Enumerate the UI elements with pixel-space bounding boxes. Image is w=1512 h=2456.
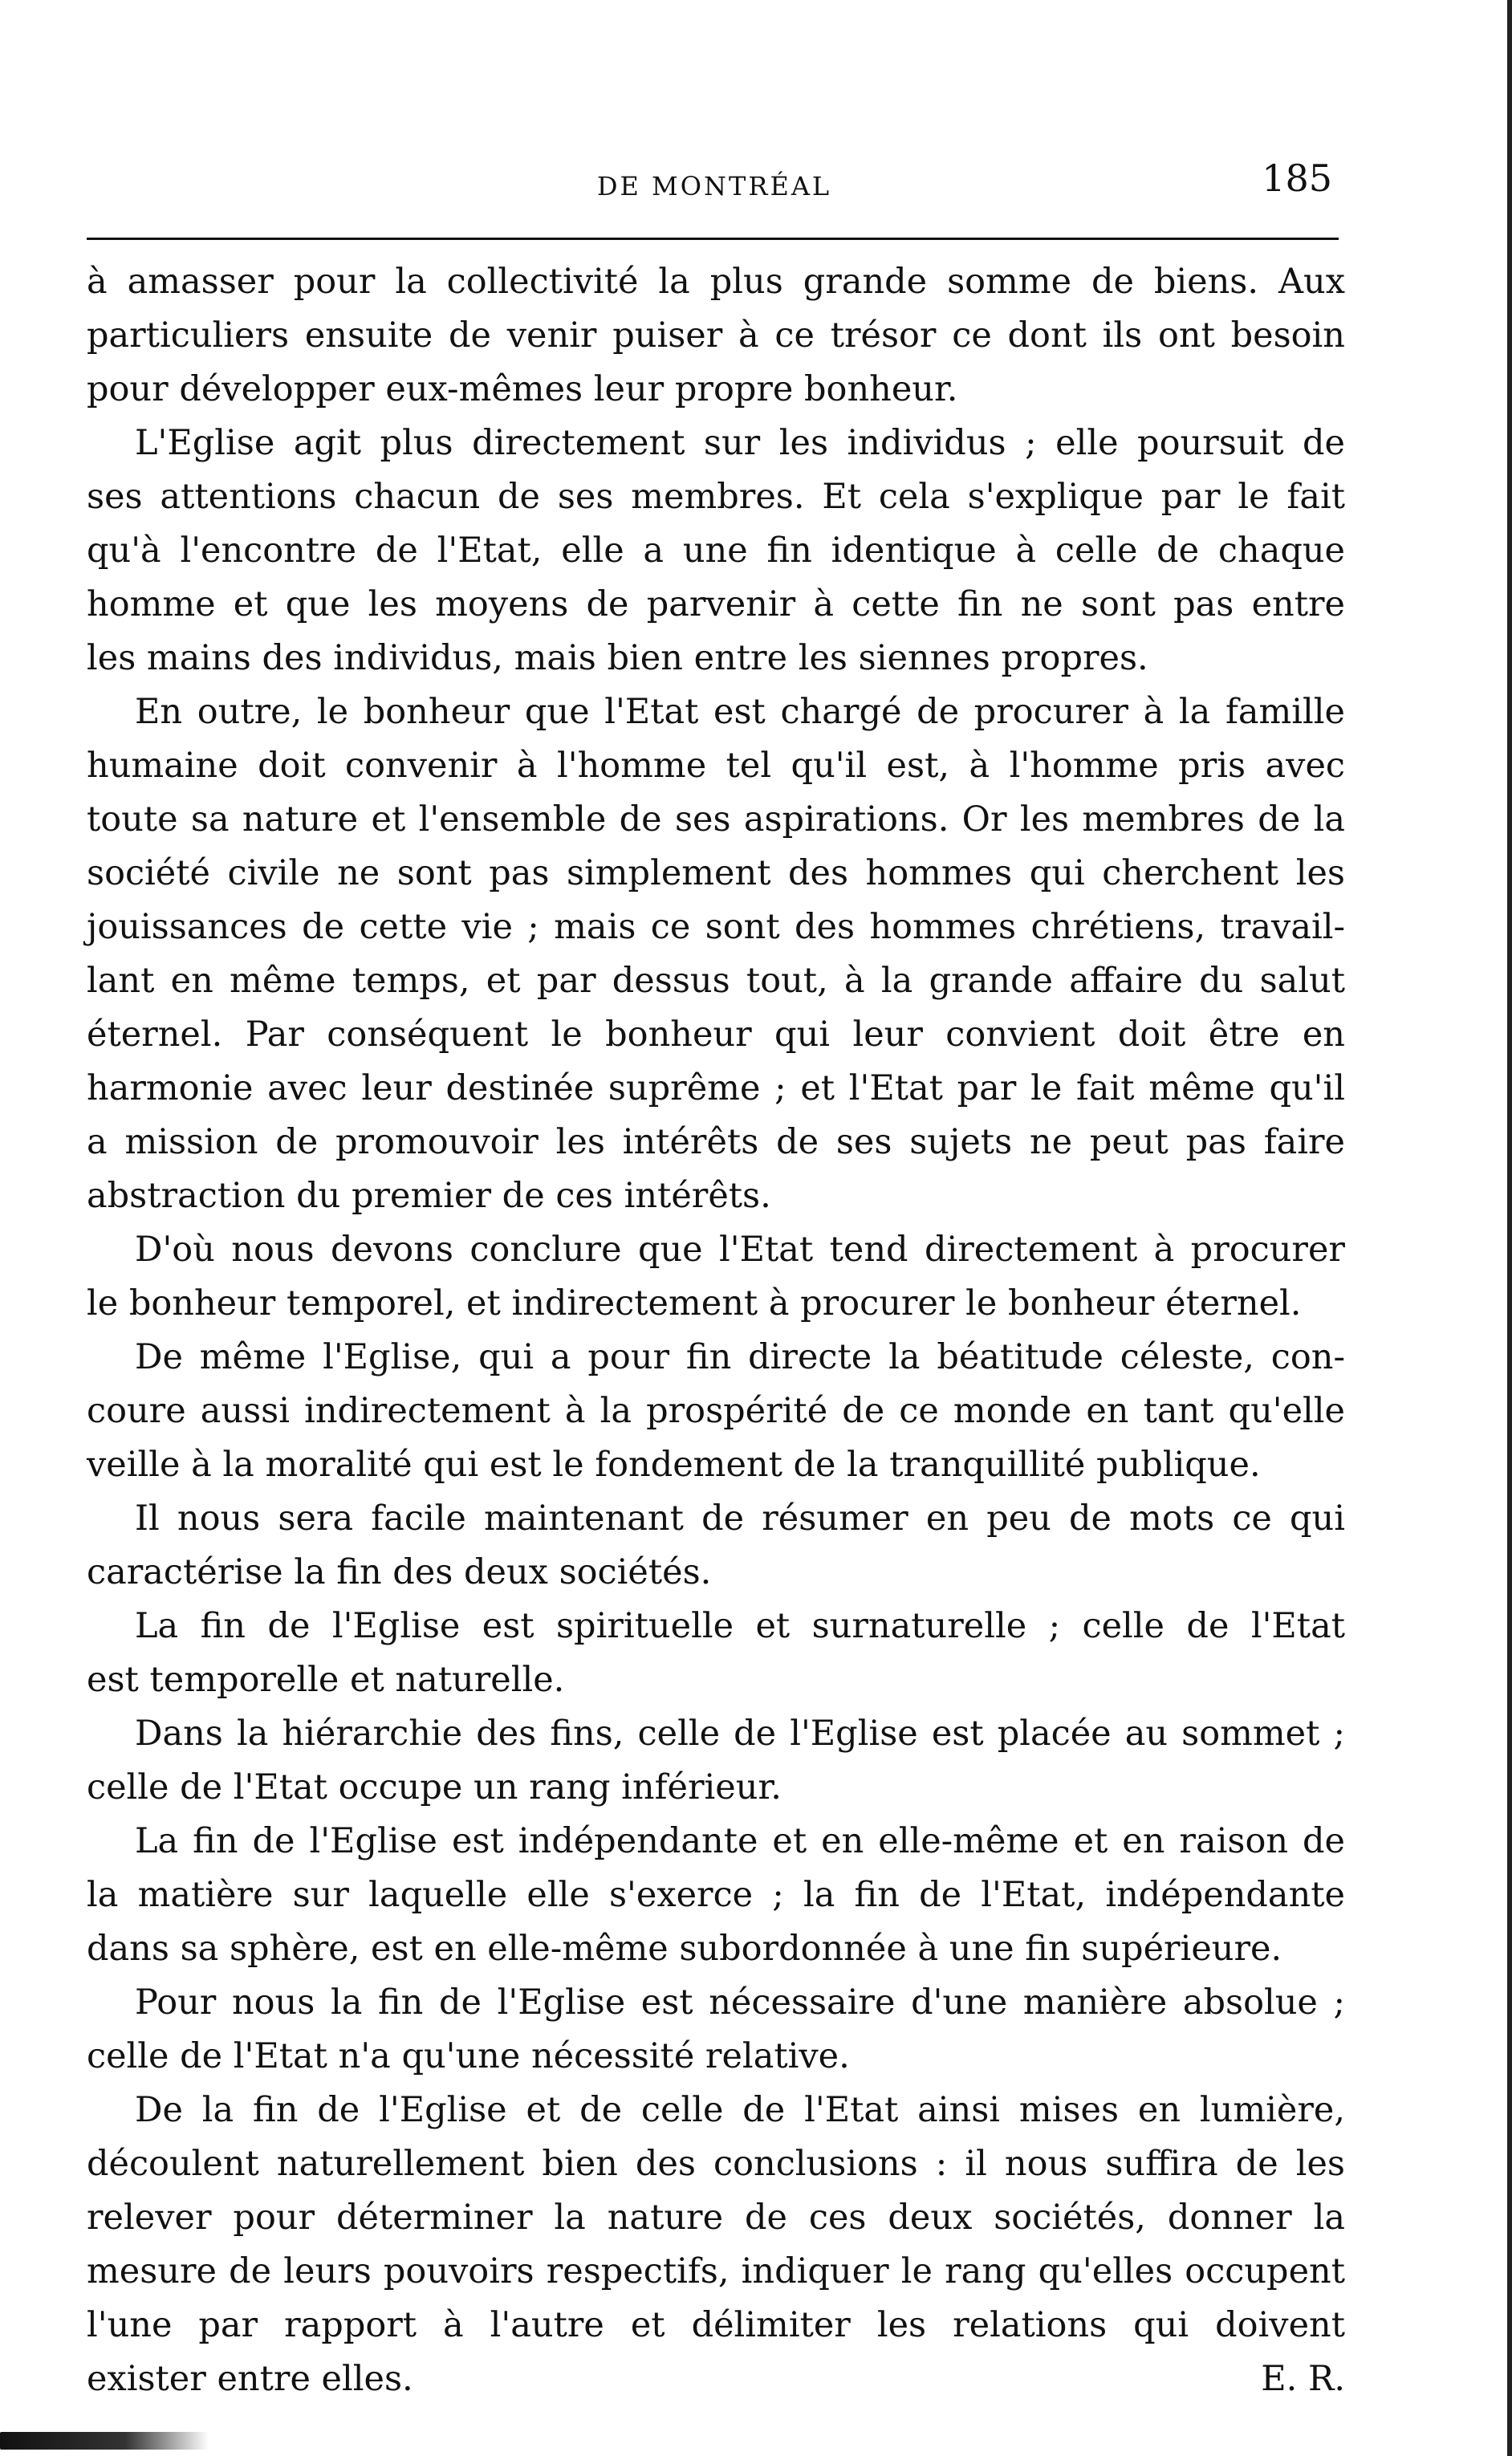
text-line: Il nous sera facile maintenant de résumer en peu de mots ce qui [135,1498,1345,1539]
text-line: est temporelle et naturelle. [87,1660,565,1700]
text-line: homme et que les moyens de parvenir à cette fin ne sont pas entre [87,584,1345,624]
running-head: DE MONTRÉAL [596,171,832,201]
text-line: jouissances de cette vie ; mais ce sont des hommes chrétiens, travail- [87,907,1345,947]
text-line: celle de l'Etat n'a qu'une nécessité relative. [87,2036,850,2076]
text-line: humaine doit convenir à l'homme tel qu'il est, à l'homme pris avec [87,746,1345,786]
text-line: éternel. Par conséquent le bonheur qui leur convient doit être en [87,1015,1345,1055]
text-line: société civile ne sont pas simplement des hommes qui cherchent les [87,853,1345,893]
author-signature: E. R. [1261,2359,1345,2399]
text-line: pour développer eux-mêmes leur propre bonheur. [87,369,958,409]
text-line: L'Eglise agit plus directement sur les individus ; elle poursuit de [135,423,1345,463]
body-text [87,255,1345,2406]
text-line: à amasser pour la collectivité la plus grande somme de biens. Aux [87,262,1345,302]
text-line: particuliers ensuite de venir puiser à ce trésor ce dont ils ont besoin [87,315,1345,356]
page-number: 185 [1262,157,1332,200]
text-line: les mains des individus, mais bien entre les siennes propres. [87,638,1148,678]
text-line: exister entre elles. [87,2359,413,2399]
text-line: ses attentions chacun de ses membres. Et cela s'explique par le fait [87,477,1345,517]
text-line: abstraction du premier de ces intérêts. [87,1176,771,1216]
text-line: qu'à l'encontre de l'Etat, elle a une fin identique à celle de chaque [87,531,1345,571]
text-line: dans sa sphère, est en elle-même subordonnée à une fin supérieure. [87,1929,1282,1969]
text-line: De même l'Eglise, qui a pour fin directe la béatitude céleste, con- [135,1337,1345,1377]
page-header [96,157,1332,213]
text-line: Pour nous la fin de l'Eglise est nécessaire d'une manière absolue ; [135,1982,1345,2023]
text-line: caractérise la fin des deux sociétés. [87,1552,712,1592]
scan-smudge [0,2432,209,2450]
final-line [87,2352,1345,2406]
page-edge-shadow [1507,0,1512,2456]
text-line: a mission de promouvoir les intérêts de ses sujets ne peut pas faire [87,1122,1345,1162]
text-line: relever pour déterminer la nature de ces deux sociétés, donner la [87,2198,1345,2238]
text-line: lant en même temps, et par dessus tout, à la grande affaire du salut [87,961,1345,1001]
text-line: l'une par rapport à l'autre et délimiter les relations qui doivent [87,2305,1345,2345]
text-line: découlent naturellement bien des conclusions : il nous suffira de les [87,2144,1345,2184]
text-line: harmonie avec leur destinée suprême ; et l'Etat par le fait même qu'il [87,1068,1345,1108]
text-line: D'où nous devons conclure que l'Etat tend directement à procurer [135,1230,1345,1270]
text-line: mesure de leurs pouvoirs respectifs, indiquer le rang qu'elles occupent [87,2251,1345,2291]
text-line: toute sa nature et l'ensemble de ses aspirations. Or les membres de la [87,799,1345,840]
text-line: En outre, le bonheur que l'Etat est chargé de procurer à la famille [135,692,1345,732]
text-line: le bonheur temporel, et indirectement à procurer le bonheur éternel. [87,1283,1302,1324]
text-line: veille à la moralité qui est le fondement de la tranquillité publique. [87,1445,1261,1485]
text-line: coure aussi indirectement à la prospérité de ce monde en tant qu'elle [87,1391,1345,1431]
text-line: la matière sur laquelle elle s'exerce ; la fin de l'Etat, indépendante [87,1875,1345,1915]
text-line: La fin de l'Eglise est spirituelle et surnaturelle ; celle de l'Etat [135,1606,1345,1646]
text-line: De la fin de l'Eglise et de celle de l'Etat ainsi mises en lumière, [135,2090,1345,2130]
header-rule [87,238,1339,240]
text-line: celle de l'Etat occupe un rang inférieur. [87,1767,782,1807]
text-line: La fin de l'Eglise est indépendante et en elle-même et en raison de [135,1821,1345,1861]
text-line: Dans la hiérarchie des fins, celle de l'Eglise est placée au sommet ; [135,1714,1345,1754]
